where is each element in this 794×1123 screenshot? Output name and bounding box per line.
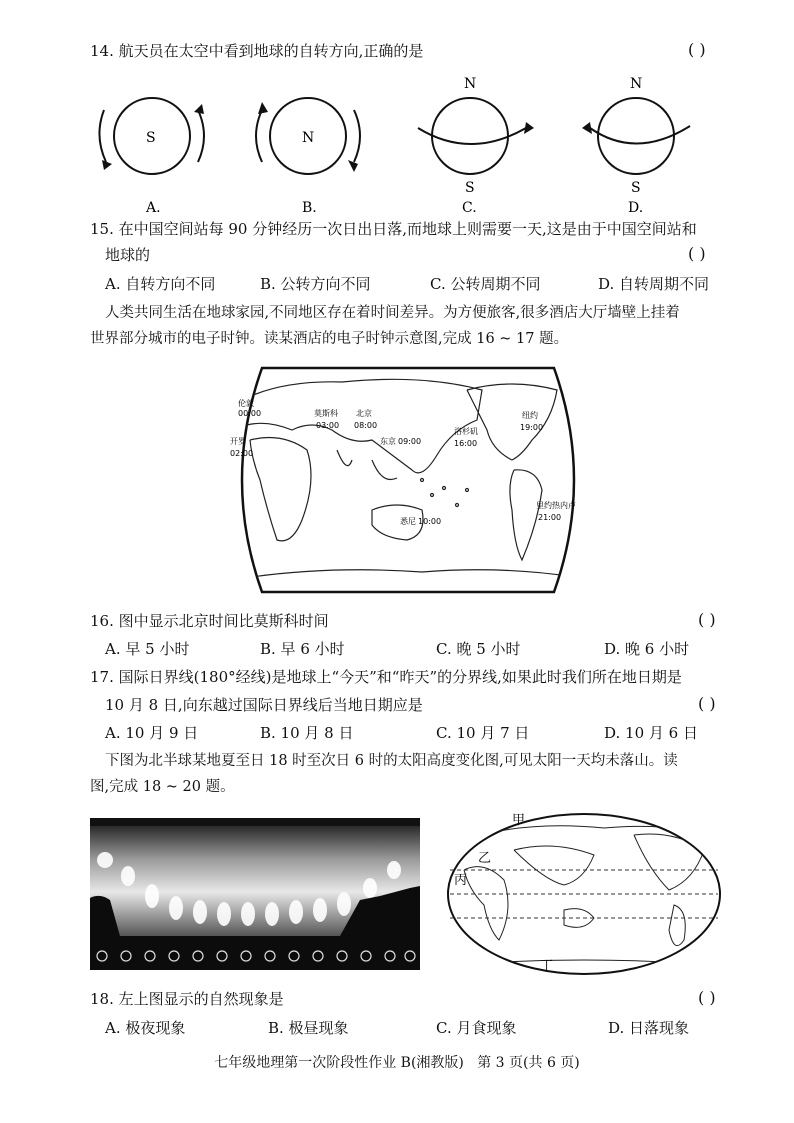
svg-text:悉尼: 悉尼 bbox=[400, 517, 416, 526]
diagram-d bbox=[582, 76, 690, 216]
q18-option-a: A. 极夜现象 bbox=[105, 1019, 186, 1037]
svg-text:开罗: 开罗 bbox=[230, 437, 246, 446]
q17-option-b: B. 10 月 8 日 bbox=[260, 724, 354, 742]
q15-option-c: C. 公转周期不同 bbox=[430, 275, 541, 293]
svg-text:伦敦: 伦敦 bbox=[238, 399, 254, 408]
q16-option-b: B. 早 6 小时 bbox=[260, 640, 345, 658]
q14-bracket: ( ) bbox=[688, 40, 706, 59]
q17-option-a: A. 10 月 9 日 bbox=[105, 724, 199, 742]
midnight-sun-photo bbox=[90, 818, 420, 970]
intro-paragraph-1-line1: 人类共同生活在地球家园,不同地区存在着时间差异。为方便旅客,很多酒店大厅墙壁上挂着 bbox=[105, 305, 680, 321]
diagram-a-center: S bbox=[146, 130, 156, 146]
q16-option-c: C. 晚 5 小时 bbox=[436, 640, 521, 658]
diagram-c bbox=[418, 76, 534, 216]
intro-paragraph-2-line2: 图,完成 18 ~ 20 题。 bbox=[90, 779, 235, 795]
q15-line1: 15. 在中国空间站每 90 分钟经历一次日出日落,而地球上则需要一天,这是由于中国空间站和 bbox=[90, 220, 697, 238]
diagram-b bbox=[256, 98, 360, 216]
q18-option-c: C. 月食现象 bbox=[436, 1019, 517, 1037]
svg-text:里约热内卢: 里约热内卢 bbox=[536, 501, 576, 510]
svg-text:00:00: 00:00 bbox=[238, 409, 262, 418]
q14-diagrams bbox=[90, 70, 710, 220]
q15-option-b: B. 公转方向不同 bbox=[260, 275, 371, 293]
q15-option-d: D. 自转周期不同 bbox=[598, 275, 710, 293]
q16-text: 16. 图中显示北京时间比莫斯科时间 bbox=[90, 612, 329, 630]
svg-text:09:00: 09:00 bbox=[398, 437, 422, 446]
q16-bracket: ( ) bbox=[698, 610, 716, 629]
q16-option-d: D. 晚 6 小时 bbox=[604, 640, 690, 658]
diagram-b-label: B. bbox=[302, 200, 317, 216]
svg-text:洛杉矶: 洛杉矶 bbox=[454, 427, 478, 436]
svg-text:02:00: 02:00 bbox=[230, 449, 254, 458]
intro-paragraph-1-line2: 世界部分城市的电子时钟。读某酒店的电子时钟示意图,完成 16 ~ 17 题。 bbox=[90, 331, 569, 347]
svg-text:纽约: 纽约 bbox=[522, 411, 538, 420]
city-clock-sydney bbox=[400, 516, 441, 526]
q18-bracket: ( ) bbox=[698, 988, 716, 1007]
q17-option-c: C. 10 月 7 日 bbox=[436, 724, 530, 742]
intro-paragraph-2-line1: 下图为北半球某地夏至日 18 时至次日 6 时的太阳高度变化图,可见太阳一天均未落山。读 bbox=[105, 753, 678, 769]
svg-text:03:00: 03:00 bbox=[316, 421, 340, 430]
diagram-d-bottom: S bbox=[631, 180, 641, 196]
svg-text:10:00: 10:00 bbox=[418, 517, 442, 526]
diagram-a bbox=[99, 98, 204, 216]
map-frame bbox=[242, 368, 574, 592]
world-clock-map bbox=[222, 360, 594, 600]
svg-text:东京: 东京 bbox=[380, 437, 396, 446]
diagram-b-center: N bbox=[302, 130, 315, 146]
q17-line1: 17. 国际日界线(180°经线)是地球上“今天”和“昨天”的分界线,如果此时我们所在地日期是 bbox=[90, 668, 682, 686]
q14-text: 14. 航天员在太空中看到地球的自转方向,正确的是 bbox=[90, 42, 424, 60]
q15-bracket: ( ) bbox=[688, 244, 706, 263]
diagram-d-label: D. bbox=[628, 200, 644, 216]
q17-line2: 10 月 8 日,向东越过国际日界线后当地日期应是 bbox=[105, 696, 423, 714]
svg-text:21:00: 21:00 bbox=[538, 513, 562, 522]
svg-text:莫斯科: 莫斯科 bbox=[314, 409, 338, 418]
q17-bracket: ( ) bbox=[698, 694, 716, 713]
q15-line2: 地球的 bbox=[105, 246, 151, 264]
svg-text:16:00: 16:00 bbox=[454, 439, 478, 448]
svg-text:19:00: 19:00 bbox=[520, 423, 544, 432]
svg-text:08:00: 08:00 bbox=[354, 421, 378, 430]
latitude-world-map bbox=[444, 810, 724, 978]
label-yi: 乙 bbox=[478, 851, 492, 866]
q16-option-a: A. 早 5 小时 bbox=[105, 640, 190, 658]
diagram-c-bottom: S bbox=[465, 180, 475, 196]
diagram-c-top: N bbox=[464, 76, 477, 92]
diagram-d-top: N bbox=[630, 76, 643, 92]
page-footer: 七年级地理第一次阶段性作业 B(湘教版) 第 3 页(共 6 页) bbox=[214, 1055, 580, 1071]
label-bing: 丙 bbox=[454, 873, 468, 888]
q18-text: 18. 左上图显示的自然现象是 bbox=[90, 990, 284, 1008]
q18-option-d: D. 日落现象 bbox=[608, 1019, 690, 1037]
q17-option-d: D. 10 月 6 日 bbox=[604, 724, 698, 742]
q18-option-b: B. 极昼现象 bbox=[268, 1019, 349, 1037]
svg-text:北京: 北京 bbox=[356, 409, 372, 418]
label-ding: 丁 bbox=[540, 959, 554, 974]
q15-option-a: A. 自转方向不同 bbox=[105, 275, 216, 293]
label-jia: 甲 bbox=[512, 813, 526, 828]
city-clock-tokyo bbox=[380, 436, 421, 446]
diagram-a-label: A. bbox=[146, 200, 161, 216]
diagram-c-label: C. bbox=[462, 200, 477, 216]
